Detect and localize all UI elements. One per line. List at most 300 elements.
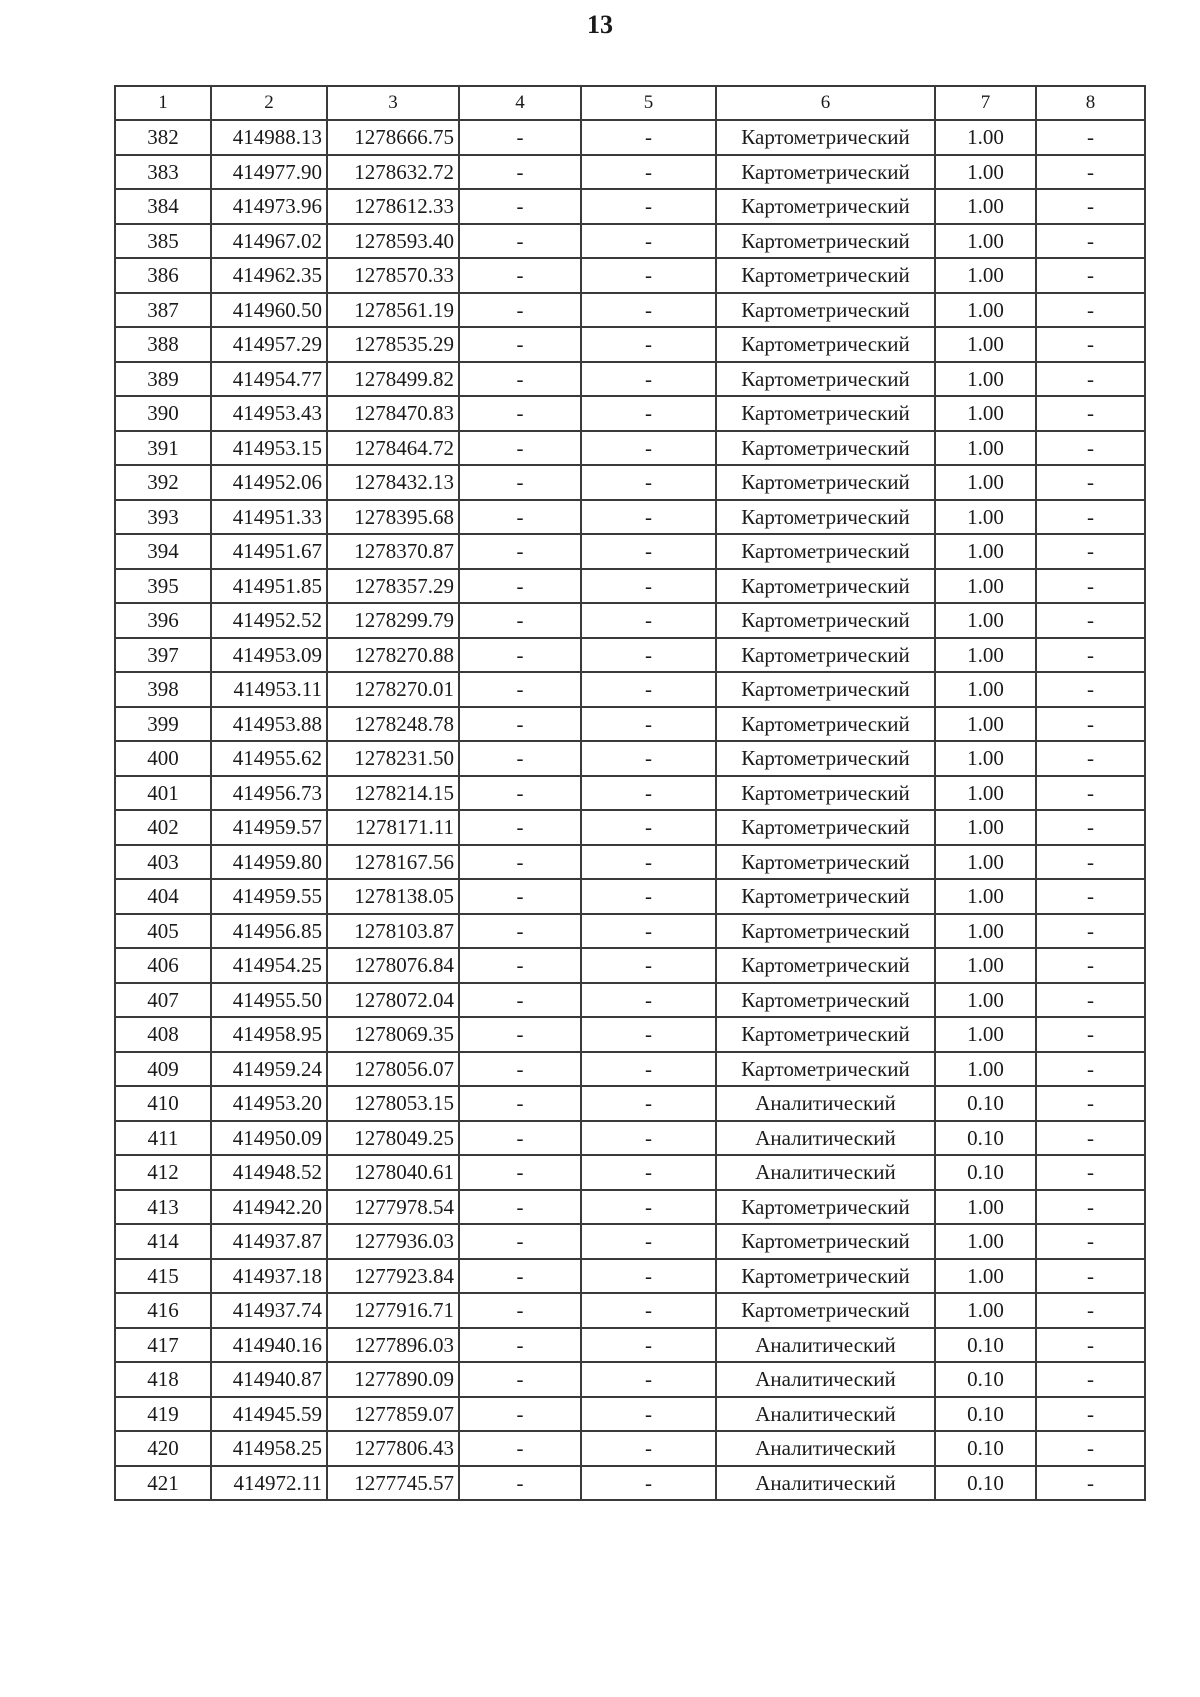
y-coordinate-cell: 1278499.82 — [327, 362, 459, 397]
col-8-cell: - — [1036, 362, 1145, 397]
y-coordinate-cell: 1278231.50 — [327, 741, 459, 776]
col-5-cell: - — [581, 1293, 716, 1328]
point-number-cell: 396 — [115, 603, 211, 638]
col-5-cell: - — [581, 327, 716, 362]
x-coordinate-cell: 414955.50 — [211, 983, 327, 1018]
col-8-cell: - — [1036, 1397, 1145, 1432]
accuracy-cell: 1.00 — [935, 569, 1036, 604]
table-row — [115, 1293, 1145, 1328]
point-number-cell: 401 — [115, 776, 211, 811]
col-8-cell: - — [1036, 189, 1145, 224]
col-4-cell: - — [459, 534, 581, 569]
table-row — [115, 327, 1145, 362]
y-coordinate-cell: 1278040.61 — [327, 1155, 459, 1190]
x-coordinate-cell: 414959.80 — [211, 845, 327, 880]
col-5-cell: - — [581, 1121, 716, 1156]
col-4-cell: - — [459, 258, 581, 293]
column-header-7: 7 — [935, 86, 1036, 120]
col-8-cell: - — [1036, 431, 1145, 466]
accuracy-cell: 0.10 — [935, 1328, 1036, 1363]
point-number-cell: 392 — [115, 465, 211, 500]
col-5-cell: - — [581, 948, 716, 983]
x-coordinate-cell: 414953.15 — [211, 431, 327, 466]
x-coordinate-cell: 414945.59 — [211, 1397, 327, 1432]
point-number-cell: 389 — [115, 362, 211, 397]
col-4-cell: - — [459, 603, 581, 638]
col-4-cell: - — [459, 948, 581, 983]
col-8-cell: - — [1036, 1224, 1145, 1259]
col-4-cell: - — [459, 362, 581, 397]
method-cell: Картометрический — [716, 914, 935, 949]
col-5-cell: - — [581, 258, 716, 293]
col-8-cell: - — [1036, 638, 1145, 673]
y-coordinate-cell: 1277936.03 — [327, 1224, 459, 1259]
accuracy-cell: 1.00 — [935, 1190, 1036, 1225]
y-coordinate-cell: 1278103.87 — [327, 914, 459, 949]
col-8-cell: - — [1036, 845, 1145, 880]
col-5-cell: - — [581, 500, 716, 535]
y-coordinate-cell: 1278053.15 — [327, 1086, 459, 1121]
method-cell: Картометрический — [716, 189, 935, 224]
accuracy-cell: 1.00 — [935, 603, 1036, 638]
column-header-2: 2 — [211, 86, 327, 120]
col-5-cell: - — [581, 1328, 716, 1363]
col-5-cell: - — [581, 569, 716, 604]
y-coordinate-cell: 1278270.01 — [327, 672, 459, 707]
y-coordinate-cell: 1278357.29 — [327, 569, 459, 604]
point-number-cell: 386 — [115, 258, 211, 293]
method-cell: Картометрический — [716, 258, 935, 293]
table-row — [115, 638, 1145, 673]
col-5-cell: - — [581, 1397, 716, 1432]
method-cell: Картометрический — [716, 810, 935, 845]
table-row — [115, 914, 1145, 949]
accuracy-cell: 1.00 — [935, 224, 1036, 259]
accuracy-cell: 1.00 — [935, 707, 1036, 742]
y-coordinate-cell: 1278370.87 — [327, 534, 459, 569]
x-coordinate-cell: 414948.52 — [211, 1155, 327, 1190]
point-number-cell: 407 — [115, 983, 211, 1018]
accuracy-cell: 1.00 — [935, 1052, 1036, 1087]
point-number-cell: 408 — [115, 1017, 211, 1052]
method-cell: Картометрический — [716, 1190, 935, 1225]
column-header-6: 6 — [716, 86, 935, 120]
accuracy-cell: 1.00 — [935, 983, 1036, 1018]
coordinates-table — [114, 85, 1146, 1501]
x-coordinate-cell: 414953.11 — [211, 672, 327, 707]
method-cell: Картометрический — [716, 707, 935, 742]
col-8-cell: - — [1036, 1293, 1145, 1328]
col-5-cell: - — [581, 1431, 716, 1466]
column-header-3: 3 — [327, 86, 459, 120]
table-row — [115, 1431, 1145, 1466]
col-8-cell: - — [1036, 396, 1145, 431]
method-cell: Картометрический — [716, 500, 935, 535]
accuracy-cell: 1.00 — [935, 293, 1036, 328]
x-coordinate-cell: 414951.67 — [211, 534, 327, 569]
x-coordinate-cell: 414967.02 — [211, 224, 327, 259]
y-coordinate-cell: 1278069.35 — [327, 1017, 459, 1052]
point-number-cell: 400 — [115, 741, 211, 776]
point-number-cell: 410 — [115, 1086, 211, 1121]
table-row — [115, 155, 1145, 190]
method-cell: Картометрический — [716, 293, 935, 328]
col-8-cell: - — [1036, 534, 1145, 569]
y-coordinate-cell: 1277890.09 — [327, 1362, 459, 1397]
col-4-cell: - — [459, 1086, 581, 1121]
point-number-cell: 416 — [115, 1293, 211, 1328]
method-cell: Картометрический — [716, 1259, 935, 1294]
accuracy-cell: 0.10 — [935, 1466, 1036, 1501]
table-header-row — [115, 86, 1145, 120]
x-coordinate-cell: 414955.62 — [211, 741, 327, 776]
col-4-cell: - — [459, 983, 581, 1018]
table-row — [115, 569, 1145, 604]
table-row — [115, 1052, 1145, 1087]
table-body — [115, 86, 1145, 1500]
point-number-cell: 402 — [115, 810, 211, 845]
point-number-cell: 413 — [115, 1190, 211, 1225]
y-coordinate-cell: 1278076.84 — [327, 948, 459, 983]
x-coordinate-cell: 414962.35 — [211, 258, 327, 293]
accuracy-cell: 1.00 — [935, 500, 1036, 535]
table-row — [115, 431, 1145, 466]
accuracy-cell: 1.00 — [935, 534, 1036, 569]
method-cell: Картометрический — [716, 879, 935, 914]
col-8-cell: - — [1036, 1431, 1145, 1466]
point-number-cell: 403 — [115, 845, 211, 880]
y-coordinate-cell: 1277978.54 — [327, 1190, 459, 1225]
accuracy-cell: 0.10 — [935, 1362, 1036, 1397]
accuracy-cell: 1.00 — [935, 189, 1036, 224]
x-coordinate-cell: 414953.43 — [211, 396, 327, 431]
y-coordinate-cell: 1278561.19 — [327, 293, 459, 328]
col-4-cell: - — [459, 1224, 581, 1259]
x-coordinate-cell: 414952.52 — [211, 603, 327, 638]
table-row — [115, 258, 1145, 293]
point-number-cell: 411 — [115, 1121, 211, 1156]
point-number-cell: 415 — [115, 1259, 211, 1294]
table-row — [115, 293, 1145, 328]
method-cell: Картометрический — [716, 327, 935, 362]
page-number: 13 — [587, 10, 613, 39]
table-row — [115, 224, 1145, 259]
method-cell: Картометрический — [716, 569, 935, 604]
table-row — [115, 948, 1145, 983]
accuracy-cell: 0.10 — [935, 1155, 1036, 1190]
col-4-cell: - — [459, 1397, 581, 1432]
col-4-cell: - — [459, 327, 581, 362]
y-coordinate-cell: 1277916.71 — [327, 1293, 459, 1328]
col-8-cell: - — [1036, 293, 1145, 328]
method-cell: Картометрический — [716, 983, 935, 1018]
method-cell: Картометрический — [716, 776, 935, 811]
method-cell: Аналитический — [716, 1086, 935, 1121]
method-cell: Картометрический — [716, 534, 935, 569]
col-8-cell: - — [1036, 603, 1145, 638]
y-coordinate-cell: 1278570.33 — [327, 258, 459, 293]
x-coordinate-cell: 414942.20 — [211, 1190, 327, 1225]
accuracy-cell: 1.00 — [935, 362, 1036, 397]
col-4-cell: - — [459, 1259, 581, 1294]
col-8-cell: - — [1036, 1052, 1145, 1087]
point-number-cell: 397 — [115, 638, 211, 673]
col-5-cell: - — [581, 603, 716, 638]
table-row — [115, 1259, 1145, 1294]
point-number-cell: 414 — [115, 1224, 211, 1259]
accuracy-cell: 1.00 — [935, 638, 1036, 673]
col-8-cell: - — [1036, 500, 1145, 535]
y-coordinate-cell: 1278138.05 — [327, 879, 459, 914]
column-header-8: 8 — [1036, 86, 1145, 120]
col-5-cell: - — [581, 1259, 716, 1294]
x-coordinate-cell: 414956.85 — [211, 914, 327, 949]
table-row — [115, 362, 1145, 397]
method-cell: Картометрический — [716, 948, 935, 983]
col-4-cell: - — [459, 224, 581, 259]
table-row — [115, 810, 1145, 845]
point-number-cell: 417 — [115, 1328, 211, 1363]
y-coordinate-cell: 1277896.03 — [327, 1328, 459, 1363]
col-5-cell: - — [581, 1362, 716, 1397]
x-coordinate-cell: 414988.13 — [211, 120, 327, 155]
x-coordinate-cell: 414972.11 — [211, 1466, 327, 1501]
col-8-cell: - — [1036, 569, 1145, 604]
y-coordinate-cell: 1278593.40 — [327, 224, 459, 259]
col-4-cell: - — [459, 465, 581, 500]
col-8-cell: - — [1036, 914, 1145, 949]
point-number-cell: 393 — [115, 500, 211, 535]
method-cell: Картометрический — [716, 224, 935, 259]
col-5-cell: - — [581, 189, 716, 224]
method-cell: Картометрический — [716, 120, 935, 155]
y-coordinate-cell: 1278248.78 — [327, 707, 459, 742]
method-cell: Картометрический — [716, 638, 935, 673]
y-coordinate-cell: 1278612.33 — [327, 189, 459, 224]
point-number-cell: 409 — [115, 1052, 211, 1087]
col-5-cell: - — [581, 396, 716, 431]
point-number-cell: 398 — [115, 672, 211, 707]
point-number-cell: 395 — [115, 569, 211, 604]
col-5-cell: - — [581, 879, 716, 914]
y-coordinate-cell: 1278666.75 — [327, 120, 459, 155]
col-8-cell: - — [1036, 741, 1145, 776]
method-cell: Картометрический — [716, 465, 935, 500]
col-8-cell: - — [1036, 155, 1145, 190]
col-4-cell: - — [459, 396, 581, 431]
col-4-cell: - — [459, 810, 581, 845]
col-4-cell: - — [459, 189, 581, 224]
point-number-cell: 385 — [115, 224, 211, 259]
point-number-cell: 383 — [115, 155, 211, 190]
col-8-cell: - — [1036, 120, 1145, 155]
accuracy-cell: 1.00 — [935, 810, 1036, 845]
col-4-cell: - — [459, 293, 581, 328]
accuracy-cell: 1.00 — [935, 914, 1036, 949]
col-8-cell: - — [1036, 1328, 1145, 1363]
table-row — [115, 189, 1145, 224]
col-8-cell: - — [1036, 1362, 1145, 1397]
col-8-cell: - — [1036, 1466, 1145, 1501]
x-coordinate-cell: 414937.74 — [211, 1293, 327, 1328]
col-5-cell: - — [581, 534, 716, 569]
x-coordinate-cell: 414959.24 — [211, 1052, 327, 1087]
point-number-cell: 404 — [115, 879, 211, 914]
method-cell: Картометрический — [716, 741, 935, 776]
point-number-cell: 420 — [115, 1431, 211, 1466]
table-row — [115, 1121, 1145, 1156]
method-cell: Аналитический — [716, 1431, 935, 1466]
x-coordinate-cell: 414973.96 — [211, 189, 327, 224]
method-cell: Аналитический — [716, 1328, 935, 1363]
method-cell: Картометрический — [716, 1017, 935, 1052]
point-number-cell: 406 — [115, 948, 211, 983]
y-coordinate-cell: 1277923.84 — [327, 1259, 459, 1294]
y-coordinate-cell: 1278214.15 — [327, 776, 459, 811]
accuracy-cell: 0.10 — [935, 1086, 1036, 1121]
x-coordinate-cell: 414951.33 — [211, 500, 327, 535]
col-5-cell: - — [581, 776, 716, 811]
col-8-cell: - — [1036, 327, 1145, 362]
x-coordinate-cell: 414940.16 — [211, 1328, 327, 1363]
point-number-cell: 421 — [115, 1466, 211, 1501]
col-5-cell: - — [581, 1224, 716, 1259]
y-coordinate-cell: 1278270.88 — [327, 638, 459, 673]
table-row — [115, 534, 1145, 569]
y-coordinate-cell: 1278049.25 — [327, 1121, 459, 1156]
col-8-cell: - — [1036, 1086, 1145, 1121]
x-coordinate-cell: 414953.09 — [211, 638, 327, 673]
table-row — [115, 396, 1145, 431]
x-coordinate-cell: 414940.87 — [211, 1362, 327, 1397]
y-coordinate-cell: 1278171.11 — [327, 810, 459, 845]
col-8-cell: - — [1036, 707, 1145, 742]
col-4-cell: - — [459, 845, 581, 880]
table-row — [115, 1362, 1145, 1397]
col-5-cell: - — [581, 983, 716, 1018]
x-coordinate-cell: 414959.57 — [211, 810, 327, 845]
point-number-cell: 419 — [115, 1397, 211, 1432]
x-coordinate-cell: 414937.87 — [211, 1224, 327, 1259]
method-cell: Аналитический — [716, 1362, 935, 1397]
table-row — [115, 879, 1145, 914]
method-cell: Аналитический — [716, 1155, 935, 1190]
y-coordinate-cell: 1278395.68 — [327, 500, 459, 535]
accuracy-cell: 1.00 — [935, 672, 1036, 707]
table-row — [115, 1017, 1145, 1052]
x-coordinate-cell: 414958.95 — [211, 1017, 327, 1052]
point-number-cell: 390 — [115, 396, 211, 431]
col-4-cell: - — [459, 1293, 581, 1328]
accuracy-cell: 1.00 — [935, 845, 1036, 880]
method-cell: Картометрический — [716, 1224, 935, 1259]
col-5-cell: - — [581, 741, 716, 776]
col-8-cell: - — [1036, 879, 1145, 914]
x-coordinate-cell: 414959.55 — [211, 879, 327, 914]
col-4-cell: - — [459, 776, 581, 811]
y-coordinate-cell: 1278464.72 — [327, 431, 459, 466]
col-8-cell: - — [1036, 465, 1145, 500]
col-8-cell: - — [1036, 1190, 1145, 1225]
col-5-cell: - — [581, 1466, 716, 1501]
accuracy-cell: 1.00 — [935, 465, 1036, 500]
y-coordinate-cell: 1277806.43 — [327, 1431, 459, 1466]
y-coordinate-cell: 1278632.72 — [327, 155, 459, 190]
accuracy-cell: 1.00 — [935, 1259, 1036, 1294]
col-8-cell: - — [1036, 776, 1145, 811]
method-cell: Аналитический — [716, 1121, 935, 1156]
col-8-cell: - — [1036, 948, 1145, 983]
col-4-cell: - — [459, 1431, 581, 1466]
col-8-cell: - — [1036, 1017, 1145, 1052]
point-number-cell: 412 — [115, 1155, 211, 1190]
x-coordinate-cell: 414951.85 — [211, 569, 327, 604]
point-number-cell: 394 — [115, 534, 211, 569]
y-coordinate-cell: 1278072.04 — [327, 983, 459, 1018]
col-5-cell: - — [581, 1052, 716, 1087]
col-4-cell: - — [459, 879, 581, 914]
col-5-cell: - — [581, 638, 716, 673]
col-5-cell: - — [581, 293, 716, 328]
x-coordinate-cell: 414953.88 — [211, 707, 327, 742]
accuracy-cell: 1.00 — [935, 879, 1036, 914]
table-row — [115, 741, 1145, 776]
accuracy-cell: 0.10 — [935, 1121, 1036, 1156]
accuracy-cell: 1.00 — [935, 1224, 1036, 1259]
col-4-cell: - — [459, 707, 581, 742]
method-cell: Картометрический — [716, 155, 935, 190]
col-4-cell: - — [459, 1052, 581, 1087]
col-4-cell: - — [459, 155, 581, 190]
method-cell: Картометрический — [716, 1052, 935, 1087]
point-number-cell: 399 — [115, 707, 211, 742]
accuracy-cell: 1.00 — [935, 1017, 1036, 1052]
col-5-cell: - — [581, 914, 716, 949]
x-coordinate-cell: 414957.29 — [211, 327, 327, 362]
accuracy-cell: 0.10 — [935, 1431, 1036, 1466]
point-number-cell: 382 — [115, 120, 211, 155]
accuracy-cell: 1.00 — [935, 741, 1036, 776]
col-4-cell: - — [459, 638, 581, 673]
y-coordinate-cell: 1278056.07 — [327, 1052, 459, 1087]
accuracy-cell: 1.00 — [935, 948, 1036, 983]
x-coordinate-cell: 414954.77 — [211, 362, 327, 397]
point-number-cell: 418 — [115, 1362, 211, 1397]
method-cell: Аналитический — [716, 1397, 935, 1432]
method-cell: Картометрический — [716, 603, 935, 638]
table-row — [115, 465, 1145, 500]
x-coordinate-cell: 414958.25 — [211, 1431, 327, 1466]
col-5-cell: - — [581, 672, 716, 707]
accuracy-cell: 1.00 — [935, 120, 1036, 155]
column-header-5: 5 — [581, 86, 716, 120]
y-coordinate-cell: 1277859.07 — [327, 1397, 459, 1432]
x-coordinate-cell: 414952.06 — [211, 465, 327, 500]
point-number-cell: 388 — [115, 327, 211, 362]
table-row — [115, 845, 1145, 880]
x-coordinate-cell: 414956.73 — [211, 776, 327, 811]
col-4-cell: - — [459, 1121, 581, 1156]
accuracy-cell: 1.00 — [935, 155, 1036, 190]
method-cell: Картометрический — [716, 362, 935, 397]
col-4-cell: - — [459, 672, 581, 707]
method-cell: Картометрический — [716, 1293, 935, 1328]
x-coordinate-cell: 414954.25 — [211, 948, 327, 983]
method-cell: Картометрический — [716, 431, 935, 466]
table-row — [115, 603, 1145, 638]
y-coordinate-cell: 1278432.13 — [327, 465, 459, 500]
col-5-cell: - — [581, 465, 716, 500]
